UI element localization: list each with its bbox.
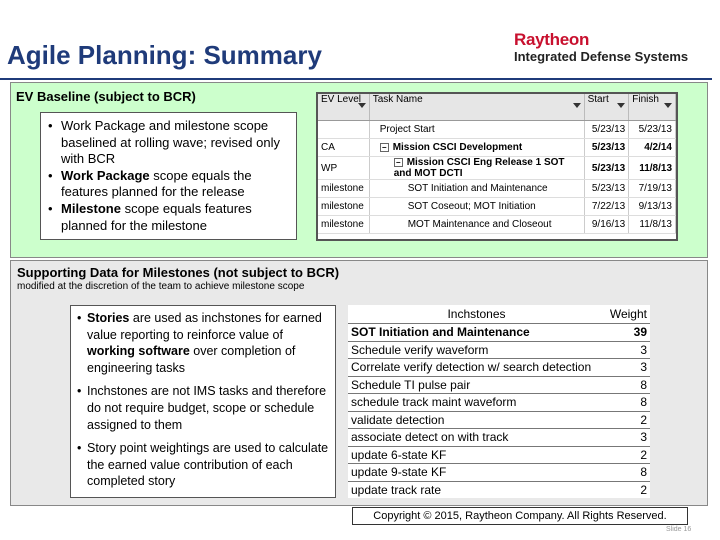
column-start[interactable]: Start — [584, 94, 629, 121]
inchstone-name: update track rate — [348, 481, 605, 498]
task-name-cell — [369, 216, 584, 234]
inchstone-weight: 39 — [605, 324, 650, 342]
dropdown-arrow-icon[interactable] — [573, 103, 581, 108]
bullet-text: scope equals features planned for the milestone — [61, 200, 252, 233]
task-name: SOT Coseout; MOT Initiation — [407, 201, 536, 212]
finish-cell: 11/8/13 — [629, 157, 676, 180]
schedule-table — [316, 92, 678, 241]
collapse-icon[interactable]: − — [380, 143, 389, 152]
schedule-row[interactable] — [318, 121, 676, 139]
start-cell: 7/22/13 — [584, 198, 629, 216]
start-cell: 9/16/13 — [584, 216, 629, 234]
company-logo: Raytheon — [514, 30, 590, 49]
inchstone-row — [348, 411, 650, 429]
column-ev-level[interactable]: EV Level — [318, 94, 369, 121]
task-name: Mission CSCI Development — [392, 142, 523, 153]
inchstone-name: Correlate verify detection w/ search detection — [348, 359, 605, 377]
bullet-icon: • — [48, 167, 53, 183]
schedule-row[interactable] — [318, 198, 676, 216]
inchstone-name: update 9-state KF — [348, 464, 605, 482]
inchstone-row — [348, 464, 650, 482]
ev-baseline-heading: EV Baseline (subject to BCR) — [16, 89, 196, 104]
dropdown-arrow-icon[interactable] — [358, 103, 366, 108]
schedule-row[interactable] — [318, 157, 676, 180]
weight-header: Weight — [609, 307, 647, 321]
supporting-data-subheading: modified at the discretion of the team to achieve milestone scope — [17, 281, 305, 292]
inchstone-row — [348, 481, 650, 498]
finish-cell: 7/19/13 — [629, 180, 676, 198]
ev-level-cell: milestone — [318, 198, 369, 216]
ev-level-cell: milestone — [318, 180, 369, 198]
start-cell: 5/23/13 — [584, 139, 629, 157]
bullet-emphasis: working software — [87, 344, 190, 359]
task-name-cell — [369, 121, 584, 139]
finish-cell: 11/8/13 — [629, 216, 676, 234]
task-name-cell — [369, 198, 584, 216]
title-divider — [0, 78, 712, 80]
inchstone-weight: 3 — [605, 429, 650, 447]
task-name-cell — [369, 139, 584, 157]
inchstones-header: Inchstones — [447, 307, 506, 321]
company-division: Integrated Defense Systems — [514, 49, 689, 64]
bullet-item — [47, 201, 292, 234]
bullet-icon: • — [77, 311, 82, 325]
inchstones-table — [348, 305, 650, 498]
inchstone-weight: 8 — [605, 376, 650, 394]
bullet-icon: • — [77, 441, 82, 456]
ev-level-cell: milestone — [318, 216, 369, 234]
bullet-text: are used as inchstones for earned value reporting to reinforce value of — [87, 311, 322, 342]
bullet-icon: • — [48, 118, 53, 133]
start-cell: 5/23/13 — [584, 157, 629, 180]
inchstone-name: validate detection — [348, 411, 605, 429]
start-cell: 5/23/13 — [584, 121, 629, 139]
task-name: Mission CSCI Eng Release 1 SOT and MOT DCTI — [393, 157, 565, 179]
copyright-notice: Copyright © 2015, Raytheon Company. All Rights Reserved. — [352, 507, 688, 525]
start-cell: 5/23/13 — [584, 180, 629, 198]
inchstone-row — [348, 376, 650, 394]
finish-cell: 9/13/13 — [629, 198, 676, 216]
bullet-text: Work Package and milestone scope baselined at rolling wave; revised only with BCR — [61, 118, 280, 167]
dropdown-arrow-icon[interactable] — [664, 103, 672, 108]
inchstone-row — [348, 324, 650, 342]
bullet-icon: • — [48, 200, 53, 216]
inchstone-weight: 2 — [605, 446, 650, 464]
bullet-emphasis: Work Package — [61, 167, 150, 183]
bullet-item — [47, 168, 292, 201]
inchstone-row — [348, 341, 650, 359]
inchstone-name: associate detect on with track — [348, 429, 605, 447]
inchstone-row — [348, 446, 650, 464]
inchstone-row — [348, 429, 650, 447]
inchstone-name: update 6-state KF — [348, 446, 605, 464]
finish-cell: 4/2/14 — [629, 139, 676, 157]
bullet-item — [47, 118, 292, 168]
inchstone-weight: 3 — [605, 341, 650, 359]
ev-level-cell — [318, 121, 369, 139]
ev-baseline-bullets — [40, 112, 297, 240]
inchstone-name: schedule track maint waveform — [348, 394, 605, 412]
inchstone-row — [348, 359, 650, 377]
supporting-data-bullets — [70, 305, 336, 498]
bullet-icon: • — [77, 384, 82, 399]
dropdown-arrow-icon[interactable] — [617, 103, 625, 108]
bullet-emphasis: Milestone — [61, 200, 121, 216]
task-name: MOT Maintenance and Closeout — [407, 219, 552, 230]
inchstone-weight: 8 — [605, 464, 650, 482]
inchstone-weight: 3 — [605, 359, 650, 377]
task-name: SOT Initiation and Maintenance — [407, 183, 548, 194]
page-title: Agile Planning: Summary — [7, 40, 322, 70]
column-finish[interactable]: Finish — [629, 94, 676, 121]
bullet-item — [77, 310, 331, 376]
finish-cell: 5/23/13 — [629, 121, 676, 139]
task-name-cell — [369, 180, 584, 198]
inchstone-weight: 8 — [605, 394, 650, 412]
inchstone-row — [348, 394, 650, 412]
inchstone-name: Schedule TI pulse pair — [348, 376, 605, 394]
bullet-text: Story point weightings are used to calculate the earned value contribution of each completed story — [87, 441, 329, 489]
ev-level-cell: CA — [318, 139, 369, 157]
inchstone-weight: 2 — [605, 481, 650, 498]
supporting-data-heading: Supporting Data for Milestones (not subject to BCR) — [17, 265, 340, 280]
inchstone-name: SOT Initiation and Maintenance — [348, 324, 605, 342]
bullet-text: over completion of engineering tasks — [87, 344, 296, 375]
column-task-name[interactable]: Task Name — [369, 94, 584, 121]
bullet-item — [77, 383, 331, 433]
collapse-icon[interactable]: − — [394, 158, 403, 167]
task-name-cell — [369, 157, 584, 180]
bullet-emphasis: Stories — [87, 311, 130, 325]
inchstone-weight: 2 — [605, 411, 650, 429]
slide-number: Slide 16 — [666, 526, 692, 533]
inchstone-name: Schedule verify waveform — [348, 341, 605, 359]
task-name: Project Start — [379, 124, 435, 135]
schedule-row[interactable] — [318, 139, 676, 157]
bullet-text: Inchstones are not IMS tasks and therefore do not require budget, scope or schedule assigned to them — [87, 384, 327, 432]
schedule-row[interactable] — [318, 180, 676, 198]
bullet-item — [77, 440, 331, 490]
bullet-text: scope equals the features planned for the release — [61, 167, 252, 200]
ev-level-cell: WP — [318, 157, 369, 180]
schedule-row[interactable] — [318, 216, 676, 234]
